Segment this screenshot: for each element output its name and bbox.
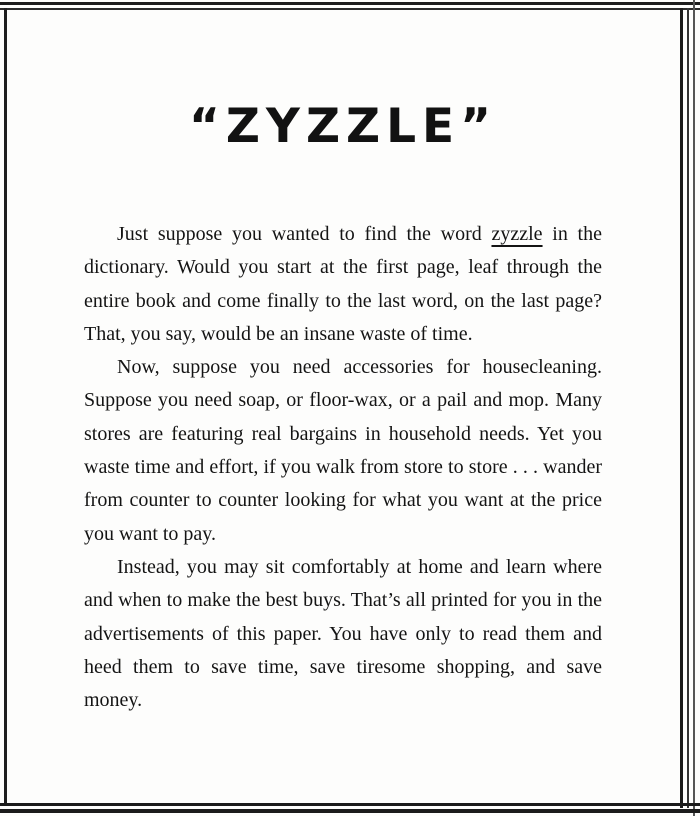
paragraph-1-end: in the dictionary. Would you start at the first page, leaf through the entire book and come finally to the last word, on the last page? That, you say, would be an insane waste of time. xyxy=(84,223,602,345)
top-border-rule xyxy=(0,2,700,5)
right-border-rule-edge xyxy=(693,0,695,816)
top-border-rule-inner xyxy=(0,8,700,10)
paragraph-1 xyxy=(84,218,602,351)
right-border-rule-inner xyxy=(687,8,689,808)
article-title: “ZYZZLE” xyxy=(188,99,498,154)
paragraph-3: Instead, you may sit comfortably at home and learn where and when to make the best buys. That’s all printed for you in the advertisements of this paper. You have only to read them and heed them to save time, save tiresome shopping, and save money. xyxy=(84,555,602,712)
paragraph-2: Now, suppose you need accessories for housecleaning. Suppose you need soap, or floor-wax, or a pail and mop. Many stores are featuring real bargains in household needs. Yet you waste time and effort, if you walk from store to store . . . wander from counter to counter looking for what you want at the price you want to pay. xyxy=(84,356,602,545)
article-body xyxy=(84,218,602,717)
bottom-border-rule-outer xyxy=(0,809,700,813)
underlined-word-zyzzle: zyzzle xyxy=(491,223,543,245)
bottom-border-rule xyxy=(0,803,700,806)
paragraph-1-start: Just suppose you wanted to find the word xyxy=(117,223,492,245)
